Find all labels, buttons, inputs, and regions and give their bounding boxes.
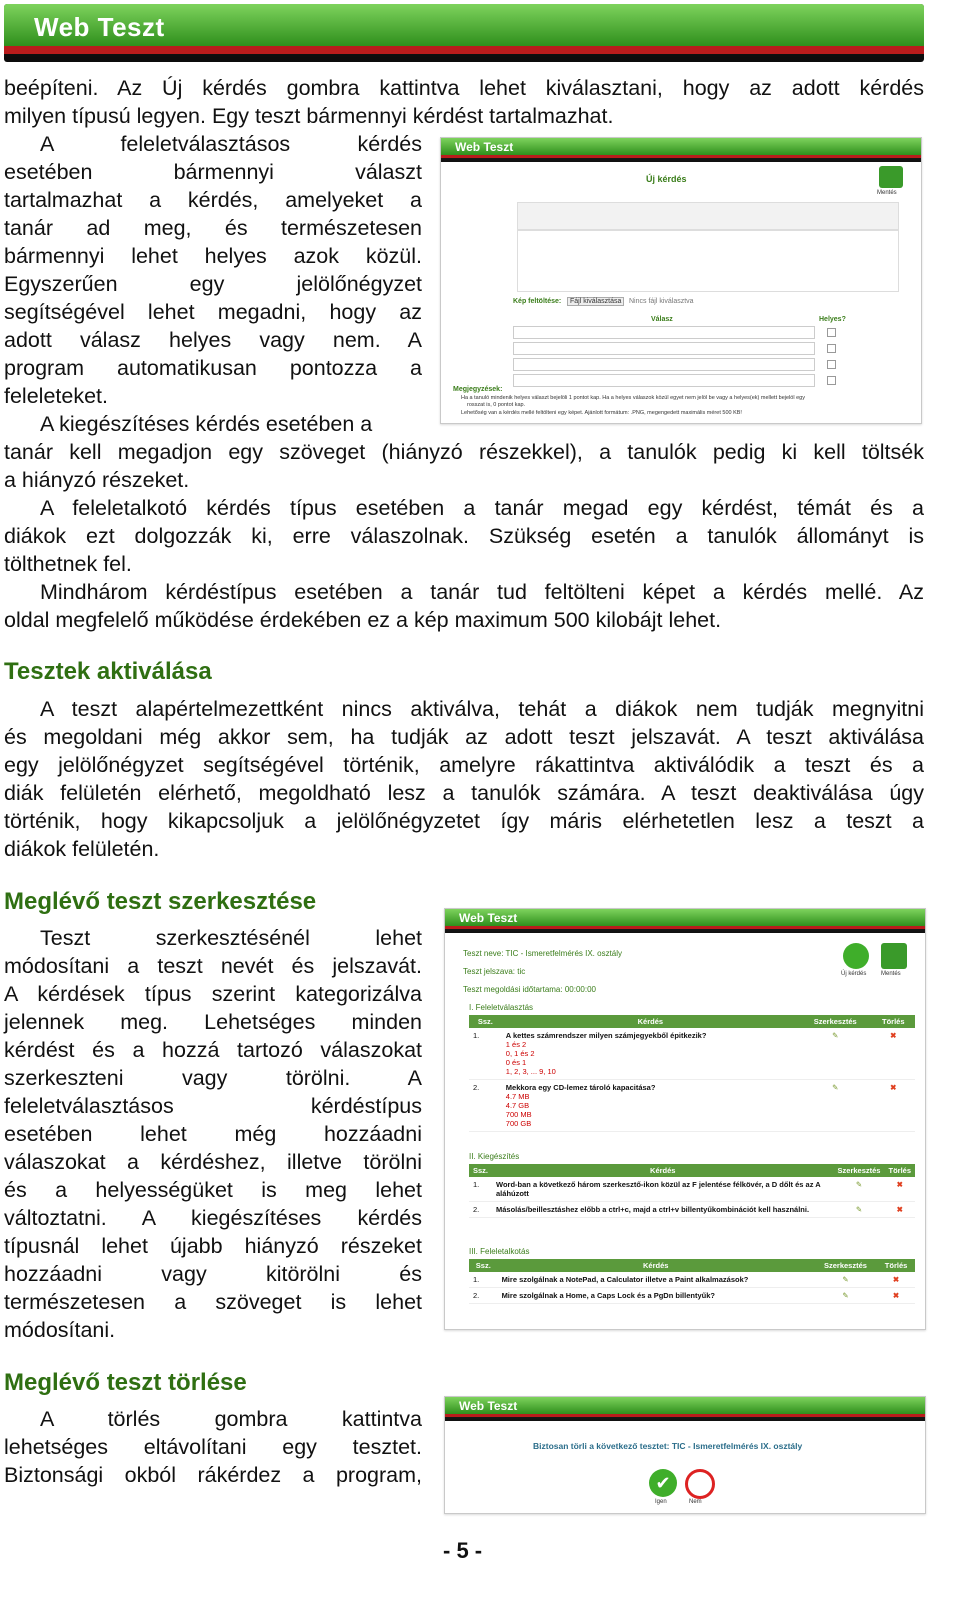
- screenshot-new-question: Web Teszt Új kérdés Mentés Kép feltöltése: Fájl kiválasztása Nincs fájl kiválasztva Válasz Helyes? Megjegyzések: Ha a tanuló mindenik helyes választ bejelöli 1 pontot kap. Ha a helyes válaszok közül egyet nem jelöl be vagy a helyes(ek) mellett bejelöl egy rosszat is, 0 pontot kap. Lehetőség van a kérdés mellé feltölteni egy képet. Ajánlott formátum: .PNG, megengedett maximális méret 500 KB!: [440, 137, 922, 424]
- edit-line-12: típusnál lehet újabb hiányzó részeket: [4, 1234, 422, 1258]
- section-1-title: I. Feleletválasztás: [469, 1003, 534, 1012]
- table-row: 2. Mekkora egy CD-lemez tároló kapacitása? 4.7 MB 4.7 GB 700 MB 700 GB ✎ ✖: [469, 1080, 915, 1132]
- file-choose-button[interactable]: Fájl kiválasztása: [567, 297, 624, 306]
- section-2-title: II. Kiegészítés: [469, 1152, 520, 1161]
- heading-edit: Meglévő teszt szerkesztése: [4, 888, 317, 915]
- save-icon[interactable]: [881, 943, 907, 969]
- fill-line-3: a hiányzó részeket.: [4, 468, 190, 492]
- multi-line-9: program automatikusan pontozza a: [4, 356, 422, 380]
- add-question-icon[interactable]: [843, 943, 869, 969]
- section-3-table: Ssz. Kérdés Szerkesztés Törlés 1. Mire szolgálnak a NotePad, a Calculator illetve a Paint alkalmazások? ✎ ✖ 2. Mire szolgálnak a Home, a Caps Lock és a PgDn billentyűk? ✎ ✖: [469, 1259, 915, 1304]
- edit-line-1: Teszt szerkesztésénél lehet: [40, 926, 422, 950]
- delete-icon[interactable]: ✖: [884, 1202, 915, 1218]
- fill-line-1: A kiegészítéses kérdés esetében a: [40, 412, 373, 436]
- image-upload-label: Kép feltöltése:: [513, 298, 562, 305]
- edit-icon[interactable]: ✎: [814, 1272, 877, 1288]
- correct-checkbox-4[interactable]: [827, 376, 836, 385]
- edit-line-10: és a helyességüket is meg lehet: [4, 1178, 422, 1202]
- edit-line-14: természetesen a szöveget is lehet: [4, 1290, 422, 1314]
- answer-input-4[interactable]: [513, 374, 815, 387]
- edit-line-9: válaszokat a kérdéshez, illetve törölni: [4, 1150, 422, 1174]
- image-line-1: Mindhárom kérdéstípus esetében a tanár tud feltölteni képet a kérdés mellé. Az: [40, 580, 924, 604]
- essay-line-3: tölthetnek fel.: [4, 552, 132, 576]
- multi-line-3: tartalmazhat a kérdés, amelyeket a: [4, 188, 422, 212]
- edit-line-8: esetében lehet még hozzáadni: [4, 1122, 422, 1146]
- section-1-table: Ssz. Kérdés Szerkesztés Törlés 1. A kettes számrendszer milyen számjegyekből épitkezik? 1 és 2 0, 1 és 2 0 és 1 1, 2, 3, ... 9, 10 ✎ ✖ 2. Mekkora egy CD-lemez tároló kapacitása? 4.7 MB 4.7 GB 700 MB 700 GB ✎ ✖: [469, 1015, 915, 1132]
- delete-line-3: Biztonsági okból rákérdez a program,: [4, 1463, 422, 1487]
- delete-icon[interactable]: ✖: [872, 1028, 915, 1080]
- multi-line-6: Egyszerűen egy jelölőnégyzet: [4, 272, 422, 296]
- activation-line-6: diákok felületén.: [4, 837, 160, 861]
- correct-checkbox-3[interactable]: [827, 360, 836, 369]
- edit-icon[interactable]: ✎: [814, 1288, 877, 1304]
- edit-line-4: jelennek meg. Lehetséges minden: [4, 1010, 422, 1034]
- screenshot-edit-test: Web Teszt Teszt neve: TIC - Ismeretfelmérés IX. osztály Teszt jelszava: tic Teszt megoldási időtartama: 00:00:00 Új kérdés Mentés I. Feleletválasztás Ssz. Kérdés Szerkesztés Törlés 1. A kettes számrendszer milyen számjegyekből épitkezik? 1 és 2 0, 1 és 2 0 és 1 1, 2, 3, ... 9, 10 ✎ ✖ 2. Mekkora egy CD-lemez tároló kapacitása? 4.7 MB 4.7 GB 700 MB 700 GB ✎ ✖ II. Kiegészítés Ssz. Kérdés Szerkesztés Törlés 1. Word-ban a következő három szerkesztő-ikon közül az F jelentése félkövér, a D dőlt és az A aláhúzott ✎ ✖ 2. Másolás/beillesztáshez előbb a ctrl+c, majd a ctrl+v billentyűkombinációt kell használni. ✎ ✖ III. Feleletalkotás Ssz. Kérdés Szerkesztés Törlés 1. Mire szolgálnak a NotePad, a Calculator illetve a Paint alkalmazások? ✎ ✖ 2. Mire szolgálnak a Home, a Caps Lock és a PgDn billentyűk? ✎ ✖: [444, 908, 926, 1330]
- edit-icon[interactable]: ✎: [799, 1080, 872, 1132]
- edit-icon[interactable]: ✎: [834, 1202, 885, 1218]
- banner-title: Web Teszt: [34, 12, 165, 42]
- fill-line-2: tanár kell megadjon egy szöveget (hiányzó részekkel), a tanulók pedig ki kell töltsék: [4, 440, 924, 464]
- no-icon[interactable]: [685, 1469, 715, 1499]
- edit-icon[interactable]: ✎: [799, 1028, 872, 1080]
- form-title: Új kérdés: [646, 174, 687, 184]
- save-icon[interactable]: [879, 166, 903, 188]
- no-file-text: Nincs fájl kiválasztva: [629, 298, 694, 305]
- delete-icon[interactable]: ✖: [884, 1177, 915, 1202]
- activation-line-5: történik, hogy kikapcsoljuk a jelölőnégyzetet így máris elérhetetlen lesz a teszt a: [4, 809, 924, 833]
- multi-line-4: tanár ad meg, és természetesen: [4, 216, 422, 240]
- answer-column-label: Válasz: [651, 316, 673, 323]
- save-label: Mentés: [877, 190, 897, 196]
- correct-column-label: Helyes?: [819, 316, 846, 323]
- note-1: Ha a tanuló mindenik helyes választ bejelöli 1 pontot kap. Ha a helyes válaszok közül egyet nem jelöl be vagy a helyes(ek) mellett bejelöl egy: [461, 395, 805, 401]
- delete-line-2: lehetséges eltávolítani egy tesztet.: [4, 1435, 422, 1459]
- screenshot-delete-confirm: Web Teszt Biztosan törli a következő tesztet: TIC - Ismeretfelmérés IX. osztály ✔ Igen Nem: [444, 1396, 926, 1514]
- edit-line-5: kérdést és a hozzá tartozó válaszokat: [4, 1038, 422, 1062]
- table-row: 2. Mire szolgálnak a Home, a Caps Lock és a PgDn billentyűk? ✎ ✖: [469, 1288, 915, 1304]
- note-2: Lehetőség van a kérdés mellé feltölteni egy képet. Ajánlott formátum: .PNG, megengedett maximális méret 500 KB!: [461, 410, 742, 416]
- yes-icon[interactable]: ✔: [649, 1469, 677, 1497]
- edit-line-3: A kérdések típus szerint kategorizálva: [4, 982, 422, 1006]
- multi-line-8: adott válasz helyes vagy nem. A: [4, 328, 422, 352]
- heading-activation: Tesztek aktiválása: [4, 658, 212, 685]
- new-question-label: Új kérdés: [841, 971, 867, 977]
- page-banner: [4, 4, 924, 62]
- delete-confirm-text: Biztosan törli a következő tesztet: TIC - Ismeretfelmérés IX. osztály: [533, 1441, 803, 1451]
- intro-line-2: milyen típusú legyen. Egy teszt bármennyi kérdést tartalmazhat.: [4, 104, 614, 128]
- table-row: 1. Word-ban a következő három szerkesztő-ikon közül az F jelentése félkövér, a D dőlt és az A aláhúzott ✎ ✖: [469, 1177, 915, 1202]
- edit-line-2: módosítani a teszt nevét és jelszavát.: [4, 954, 422, 978]
- activation-line-1: A teszt alapértelmezettként nincs aktiválva, tehát a diákok nem tudják megnyitni: [40, 697, 924, 721]
- test-password-label[interactable]: Teszt jelszava: tic: [463, 967, 526, 976]
- multi-line-1: A feleletválasztásos kérdés: [40, 132, 422, 156]
- essay-line-2: diákok ezt dolgozzák ki, erre válaszolnak. Szükség esetén a tanulók állományt is: [4, 524, 924, 548]
- test-time-label[interactable]: Teszt megoldási időtartama: 00:00:00: [463, 985, 596, 994]
- answer-input-3[interactable]: [513, 358, 815, 371]
- section-3-title: III. Feleletalkotás: [469, 1247, 530, 1256]
- test-name-label[interactable]: Teszt neve: TIC - Ismeretfelmérés IX. osztály: [463, 949, 623, 958]
- table-row: 1. Mire szolgálnak a NotePad, a Calculator illetve a Paint alkalmazások? ✎ ✖: [469, 1272, 915, 1288]
- section-2-table: Ssz. Kérdés Szerkesztés Törlés 1. Word-ban a következő három szerkesztő-ikon közül az F jelentése félkövér, a D dőlt és az A aláhúzott ✎ ✖ 2. Másolás/beillesztáshez előbb a ctrl+c, majd a ctrl+v billentyűkombinációt kell használni. ✎ ✖: [469, 1164, 915, 1218]
- activation-line-4: diák felületén elérhető, megoldható lesz a tanulók számára. A teszt deaktiválása úgy: [4, 781, 924, 805]
- delete-line-1: A törlés gombra kattintva: [40, 1407, 422, 1431]
- answer-input-1[interactable]: [513, 326, 815, 339]
- editor-area[interactable]: [517, 230, 899, 292]
- edit-line-13: hozzáadni vagy kitörölni és: [4, 1262, 422, 1286]
- notes-title: Megjegyzések:: [453, 386, 503, 393]
- multi-line-7: segítségével lehet megadni, hogy az: [4, 300, 422, 324]
- correct-checkbox-2[interactable]: [827, 344, 836, 353]
- delete-icon[interactable]: ✖: [877, 1272, 915, 1288]
- page-number: - 5 -: [443, 1538, 483, 1563]
- save-label: Mentés: [881, 971, 901, 977]
- note-1b: rosszat is, 0 pontot kap.: [467, 402, 526, 408]
- answer-input-2[interactable]: [513, 342, 815, 355]
- multi-line-5: bármennyi lehet helyes azok közül.: [4, 244, 422, 268]
- edit-line-6: szerkeszteni vagy törölni. A: [4, 1066, 422, 1090]
- multi-line-2: esetében bármennyi választ: [4, 160, 422, 184]
- no-label: Nem: [689, 1499, 702, 1505]
- activation-line-2: és megoldani még akkor sem, ha tudják az adott teszt jelszavát. A teszt aktiválása: [4, 725, 924, 749]
- delete-icon[interactable]: ✖: [877, 1288, 915, 1304]
- correct-checkbox-1[interactable]: [827, 328, 836, 337]
- heading-delete: Meglévő teszt törlése: [4, 1369, 247, 1396]
- delete-icon[interactable]: ✖: [872, 1080, 915, 1132]
- edit-line-15: módosítani.: [4, 1318, 116, 1342]
- edit-line-7: feleletválasztásos kérdéstípus: [4, 1094, 422, 1118]
- table-row: 2. Másolás/beillesztáshez előbb a ctrl+c, majd a ctrl+v billentyűkombinációt kell használni. ✎ ✖: [469, 1202, 915, 1218]
- table-row: 1. A kettes számrendszer milyen számjegyekből épitkezik? 1 és 2 0, 1 és 2 0 és 1 1, 2, 3, ... 9, 10 ✎ ✖: [469, 1028, 915, 1080]
- editor-toolbar[interactable]: [517, 202, 899, 230]
- edit-icon[interactable]: ✎: [834, 1177, 885, 1202]
- yes-label: Igen: [655, 1499, 667, 1505]
- edit-line-11: változtatni. A kiegészítéses kérdés: [4, 1206, 422, 1230]
- image-line-2: oldal megfelelő működése érdekében ez a kép maximum 500 kilobájt lehet.: [4, 608, 722, 632]
- intro-line-1: beépíteni. Az Új kérdés gombra kattintva lehet kiválasztani, hogy az adott kérdés: [4, 76, 924, 100]
- multi-line-10: feleleteket.: [4, 384, 108, 408]
- activation-line-3: egy jelölőnégyzet segítségével történik, amelyre rákattintva aktiválódik a teszt és a: [4, 753, 924, 777]
- essay-line-1: A feleletalkotó kérdés típus esetében a tanár megad egy kérdést, témát és a: [40, 496, 924, 520]
